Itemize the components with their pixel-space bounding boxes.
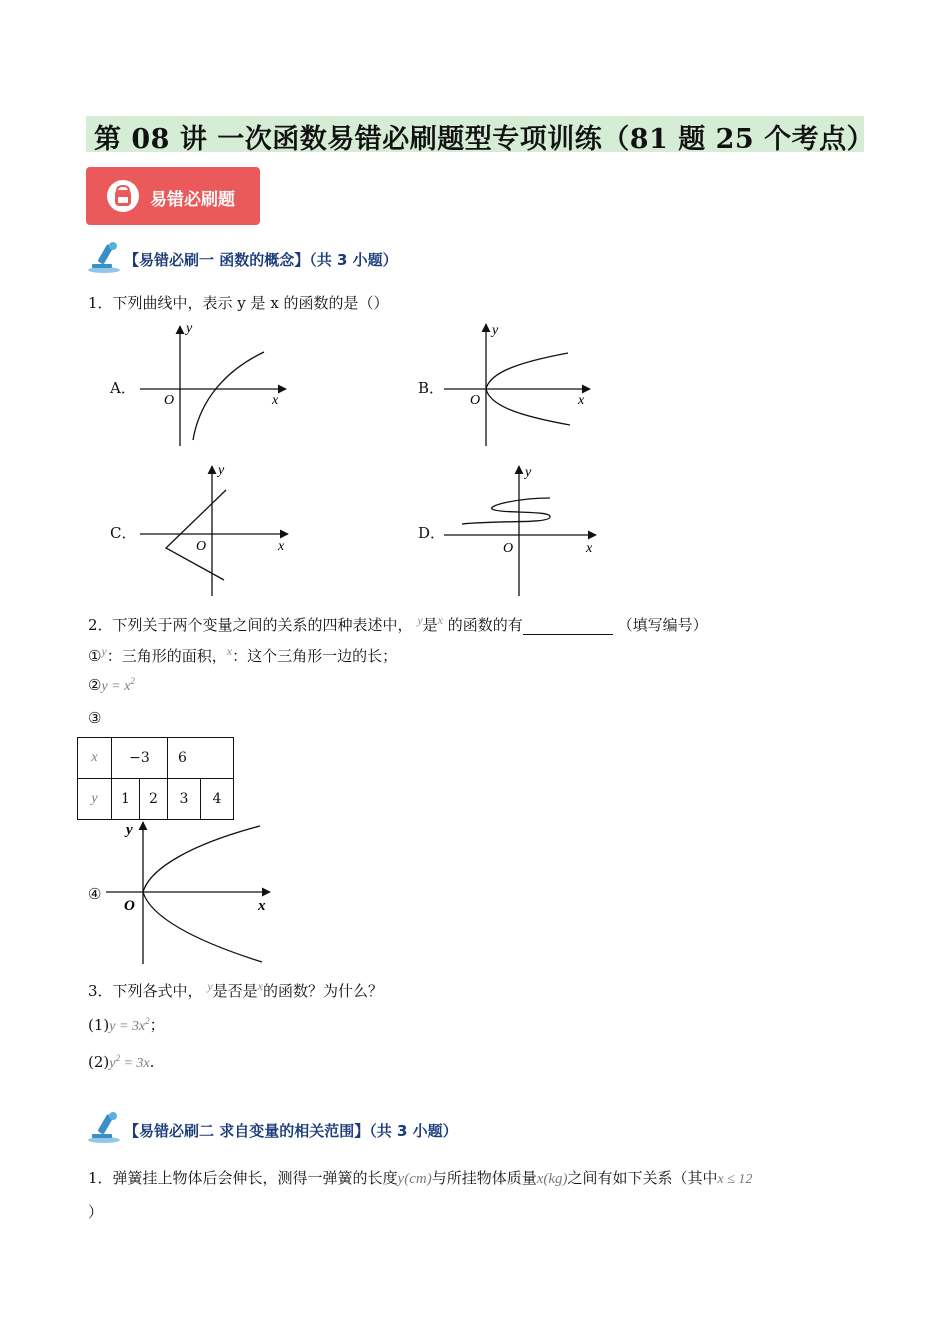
s2-q1-close: ） [88,1203,104,1221]
option-b-label: B． [418,379,445,397]
q2-answer-blank[interactable] [523,620,613,635]
graph-c-x-label: x [278,539,285,554]
table-row [78,779,234,820]
graph-a-x-label: x [272,393,279,408]
q3-part2 [88,1053,154,1072]
s2-q1-cond: x ≤ 12 [717,1172,753,1187]
q3-prefix: 3．下列各式中， [88,982,203,1000]
q3-p2-end: . [149,1053,155,1071]
q2-item1-y: y [101,644,107,658]
q2-var-x: x [437,613,443,627]
graph-4 [102,818,282,968]
graph-a [136,320,296,450]
option-a-label: A． [110,379,136,397]
badge-label: 易错必刷题 [150,190,235,210]
table-row [78,738,234,779]
option-d-label: D． [418,524,446,542]
backpack-icon [106,178,140,214]
q2-text [88,613,708,635]
q3-mid: 是否是 [212,982,258,1000]
q2-mid1: 是 [422,616,438,634]
microscope-icon [86,1110,124,1144]
graph-d-x-label: x [586,541,593,556]
graph-d-y-label: y [525,465,532,480]
q2-item1-num: ① [88,647,102,665]
s2-q1-x-unit: x(kg) [536,1171,568,1187]
q2-item1 [88,644,397,666]
q2-item2 [88,676,135,695]
q2-item1-b: ：这个三角形一边的长； [232,647,398,665]
q2-item1-a: ：三角形的面积， [106,647,227,665]
table-y-label: y [78,779,112,820]
s2-q1-text [88,1167,752,1188]
section2-heading: 【易错必刷二 求自变量的相关范围】（共 3 小题） [124,1122,458,1140]
graph-b-x-label: x [578,393,585,408]
q3-part1 [88,1014,165,1035]
q3-suffix: 的函数？为什么？ [263,982,384,1000]
q3-p2-exp: 2 [115,1053,120,1063]
q3-p2-base: y [109,1056,116,1071]
q2-suffix: （填写编号） [617,616,708,634]
graph-c-origin: O [196,539,207,554]
q1-text: 1．下列曲线中，表示 y 是 x 的函数的是（） [88,294,389,312]
q2-item1-x: x [226,644,233,658]
q3-p1-label: (1) [88,1016,110,1034]
q2-item3-num: ③ [88,709,102,727]
page-title: 第 08 讲 一次函数易错必刷题型专项训练（81 题 25 个考点） [94,124,875,155]
q2-value-table [77,737,234,820]
graph-a-y-label: y [186,321,193,336]
table-y-value: 3 [168,779,201,820]
option-c-label: C． [110,524,137,542]
q3-text [88,979,383,1001]
graph-d [440,460,600,600]
q2-mid2: 的函数的有 [447,616,523,634]
graph-b-y-label: y [492,323,499,338]
q2-item2-exp: 2 [130,676,135,686]
graph-c-y-label: y [218,463,225,478]
q2-item4-num: ④ [88,885,102,903]
q2-prefix: 2．下列关于两个变量之间的关系的四种表述中， [88,616,413,634]
table-y-value: 4 [201,779,234,820]
table-x-value: −3 [112,738,168,779]
graph-a-origin: O [164,393,175,408]
graph-4-origin: O [124,898,135,914]
q3-p1-end: ； [149,1016,165,1034]
s2-q1-text2: 与所挂物体质量 [431,1169,537,1187]
q3-p1-exp: 2 [145,1016,150,1026]
q2-item2-expr: y = x [101,679,131,694]
table-y-value: 1 [112,779,140,820]
section1-heading: 【易错必刷一 函数的概念】（共 3 小题） [124,251,398,269]
s2-q1-text3: 之间有如下关系（其中 [567,1169,718,1187]
table-x-label: x [78,738,112,779]
graph-b-origin: O [470,393,481,408]
q3-var-y: y [207,979,213,993]
graph-4-x-label: x [258,898,266,914]
q3-p2-label: (2) [88,1053,110,1071]
table-y-value: 2 [140,779,168,820]
table-x-value: 6 [168,738,234,779]
q3-var-x: x [257,979,263,993]
q3-p1-expr: y = 3x [109,1019,146,1034]
graph-d-origin: O [503,541,514,556]
microscope-icon [86,240,124,274]
graph-b [440,320,600,450]
q2-var-y: y [417,613,423,627]
graph-4-y-label: y [126,822,133,838]
q2-item2-num: ② [88,676,102,694]
s2-q1-text1: 1．弹簧挂上物体后会伸长，测得一弹簧的长度 [88,1169,398,1187]
q3-p2-rest: = 3x [119,1056,150,1071]
s2-q1-y-unit: y(cm) [397,1171,432,1187]
graph-c [136,460,296,600]
